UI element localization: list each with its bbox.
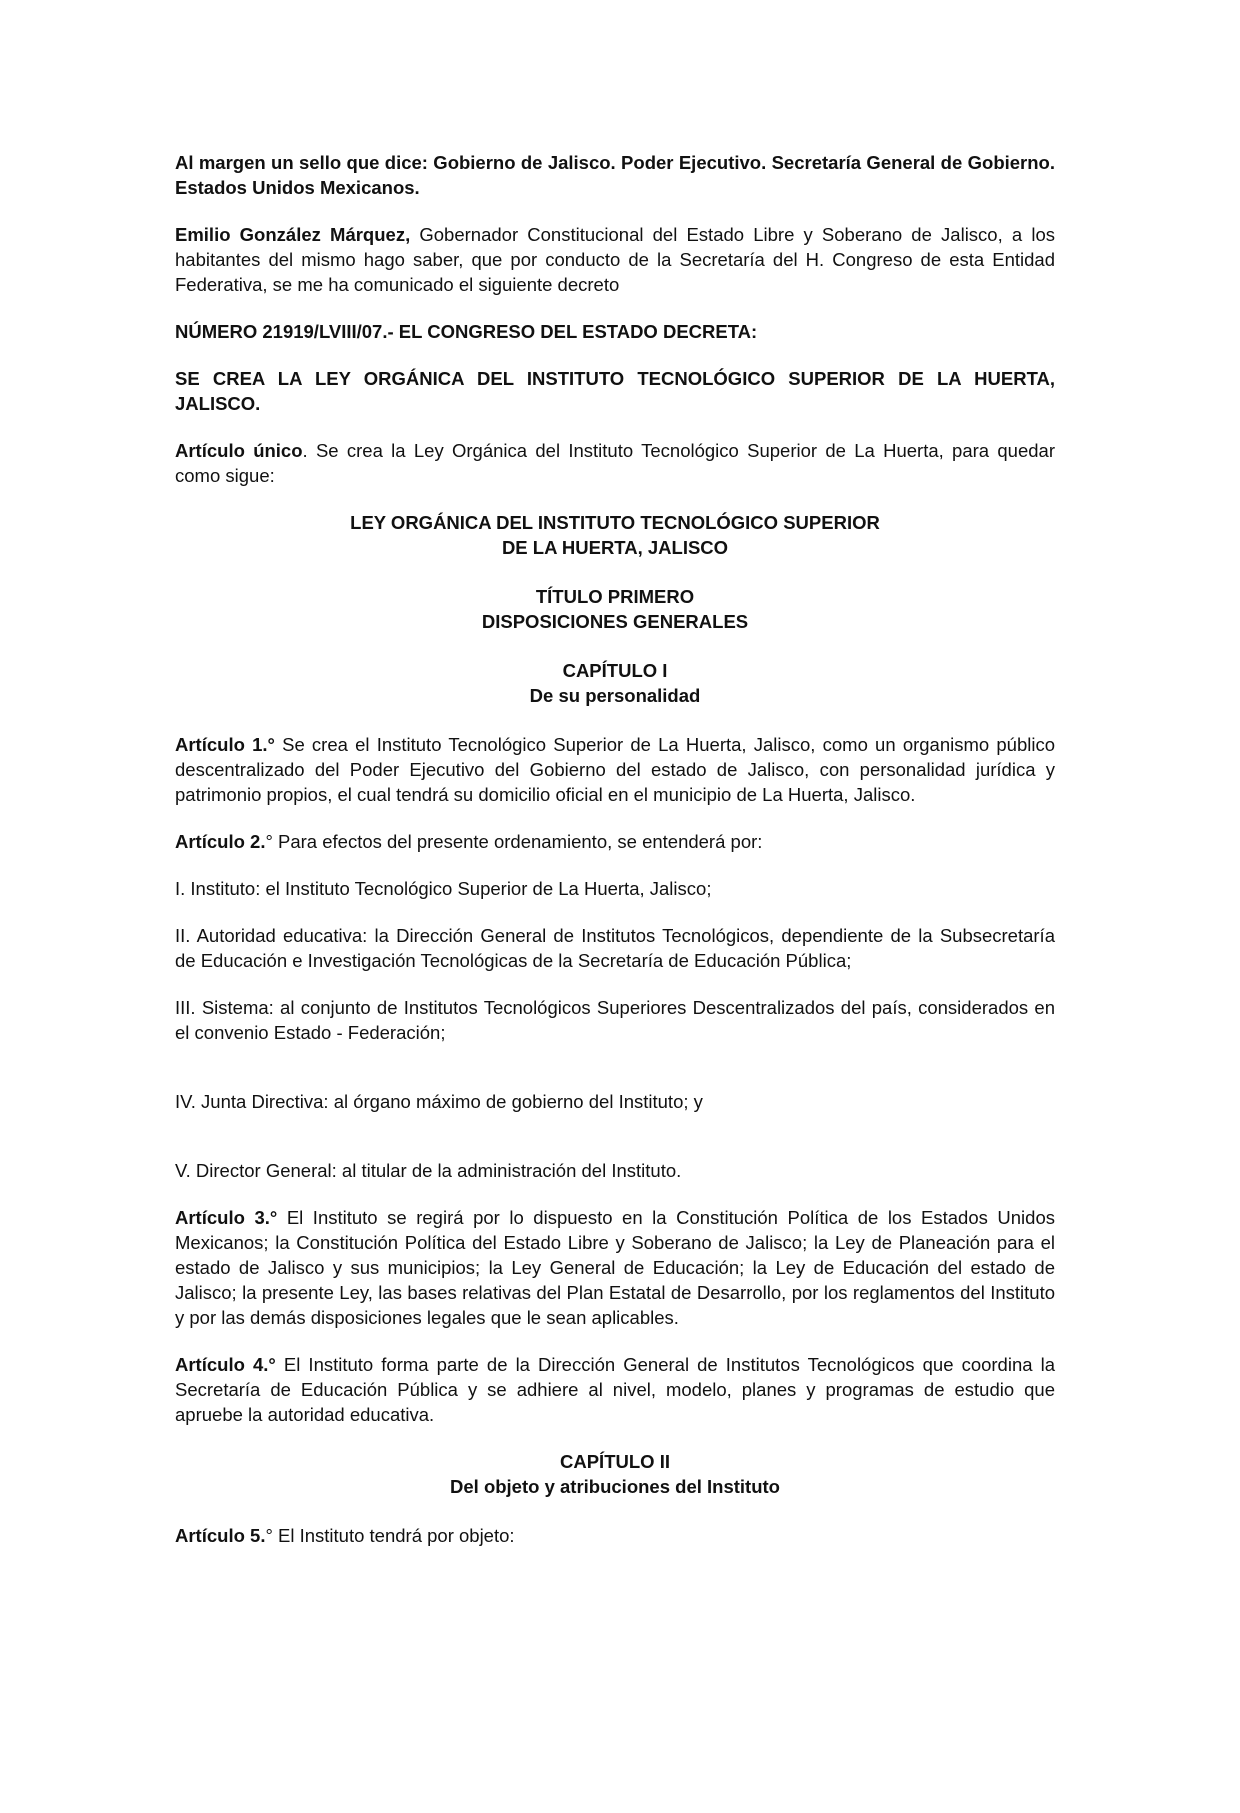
article-1 (175, 732, 1055, 807)
chapter-two-line-1: CAPÍTULO II (560, 1451, 670, 1472)
law-title-line-1: LEY ORGÁNICA DEL INSTITUTO TECNOLÓGICO SUPERIOR (350, 512, 880, 533)
article-3-label: Artículo 3.° (175, 1207, 278, 1228)
decree-number: NÚMERO 21919/LVIII/07.- EL CONGRESO DEL ESTADO DECRETA: (175, 321, 758, 342)
article-2-item-2: II. Autoridad educativa: la Dirección General de Institutos Tecnológicos, dependiente de la Subsecretaría de Educación e Investigación Tecnológicas de la Secretaría de Educación Pública; (175, 925, 1055, 971)
unique-article-label: Artículo único (175, 440, 303, 461)
unique-article-text: . Se crea la Ley Orgánica del Instituto Tecnológico Superior de La Huerta, para quedar como sigue: (175, 440, 1055, 486)
article-2 (175, 829, 1055, 854)
article-2-item-3: III. Sistema: al conjunto de Institutos Tecnológicos Superiores Descentralizados del país, considerados en el convenio Estado - Federación; (175, 997, 1055, 1043)
law-title (175, 510, 1055, 560)
article-2-item-1: I. Instituto: el Instituto Tecnológico Superior de La Huerta, Jalisco; (175, 878, 712, 899)
chapter-two-heading (175, 1449, 1055, 1499)
unique-article (175, 438, 1055, 488)
title-one-line-1: TÍTULO PRIMERO (535, 586, 695, 607)
article-5-text: ° El Instituto tendrá por objeto: (265, 1525, 515, 1546)
chapter-one-heading (175, 658, 1055, 708)
article-2-item-5: V. Director General: al titular de la administración del Instituto. (175, 1160, 682, 1181)
article-4 (175, 1352, 1055, 1427)
creation-heading: SE CREA LA LEY ORGÁNICA DEL INSTITUTO TECNOLÓGICO SUPERIOR DE LA HUERTA, JALISCO. (175, 368, 1055, 414)
article-3-text: El Instituto se regirá por lo dispuesto en la Constitución Política de los Estados Unidos Mexicanos; la Constitución Política del Estado Libre y Soberano de Jalisco; la Ley de Planeación para el estado de Jalisco y sus municipios; la Ley General de Educación; la Ley de Educación del estado de Jalisco; la presente Ley, las bases relativas del Plan Estatal de Desarrollo, por los reglamentos del Instituto y por las demás disposiciones legales que le sean aplicables. (175, 1207, 1055, 1328)
title-one-heading (175, 584, 1055, 634)
chapter-one-line-2: De su personalidad (529, 685, 701, 706)
title-one-line-2: DISPOSICIONES GENERALES (481, 611, 749, 632)
article-4-label: Artículo 4.° (175, 1354, 276, 1375)
article-2-label: Artículo 2. (175, 831, 266, 852)
document-page (175, 150, 1055, 1570)
article-5 (175, 1523, 1055, 1548)
article-2-item-4: IV. Junta Directiva: al órgano máximo de gobierno del Instituto; y (175, 1091, 703, 1112)
article-1-label: Artículo 1.° (175, 734, 275, 755)
governor-name: Emilio González Márquez, (175, 224, 411, 245)
chapter-two-line-2: Del objeto y atribuciones del Instituto (450, 1476, 780, 1497)
governor-paragraph (175, 222, 1055, 297)
article-1-text: Se crea el Instituto Tecnológico Superior de La Huerta, Jalisco, como un organismo público descentralizado del Poder Ejecutivo del Gobierno del estado de Jalisco, con personalidad jurídica y patrimonio propios, el cual tendrá su domicilio oficial en el municipio de La Huerta, Jalisco. (175, 734, 1056, 805)
article-2-text: ° Para efectos del presente ordenamiento, se entenderá por: (265, 831, 763, 852)
article-4-text: El Instituto forma parte de la Dirección General de Institutos Tecnológicos que coordina la Secretaría de Educación Pública y se adhiere al nivel, modelo, planes y programas de estudio que apruebe la autoridad educativa. (175, 1354, 1056, 1425)
chapter-one-line-1: CAPÍTULO I (562, 660, 668, 681)
article-5-label: Artículo 5. (175, 1525, 266, 1546)
seal-note: Al margen un sello que dice: Gobierno de Jalisco. Poder Ejecutivo. Secretaría General de Gobierno. Estados Unidos Mexicanos. (175, 152, 1055, 198)
governor-text: Gobernador Constitucional del Estado Libre y Soberano de Jalisco, a los habitantes del mismo hago saber, que por conducto de la Secretaría del H. Congreso de esta Entidad Federativa, se me ha comunicado el siguiente decreto (175, 224, 1055, 295)
law-title-line-2: DE LA HUERTA, JALISCO (501, 537, 729, 558)
article-3 (175, 1205, 1055, 1330)
